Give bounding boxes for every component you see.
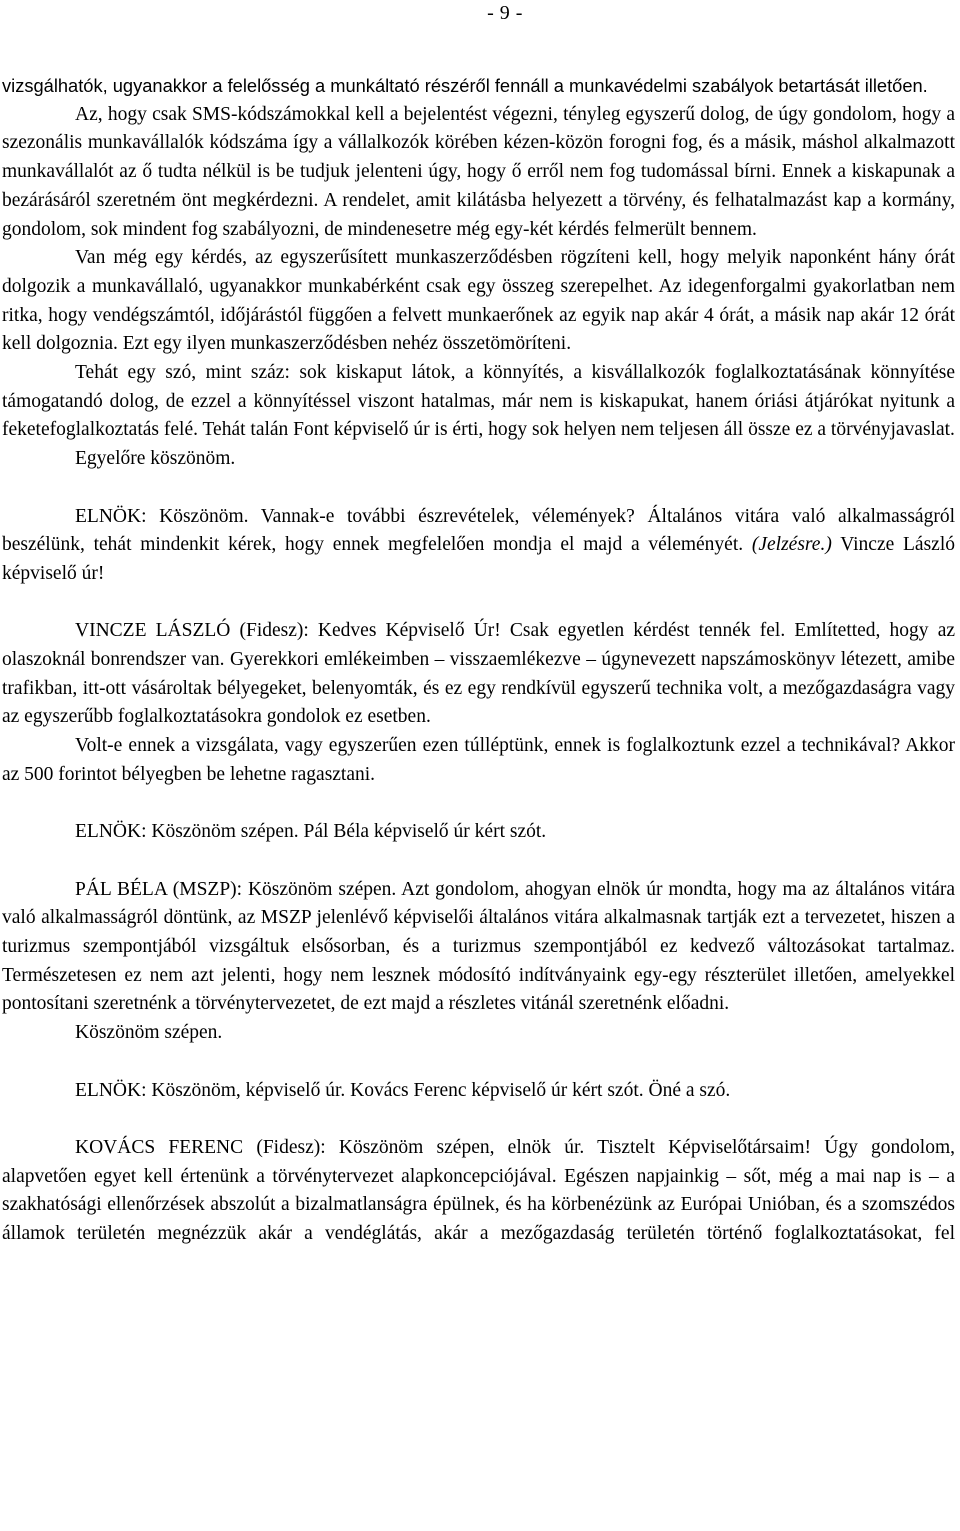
paragraph-8: Volt-e ennek a vizsgálata, vagy egyszerűen ezen túlléptünk, ennek is foglalkoztunk ezzel a technikával? Akkor az 500 forintot bélyegben be lehetne ragasztani.: [2, 735, 955, 785]
paragraph-9-elnok: ELNÖK: Köszönöm szépen. Pál Béla képviselő úr kért szót.: [75, 821, 547, 843]
stage-direction: (Jelzésre.): [751, 534, 832, 556]
paragraph-3: Van még egy kérdés, az egyszerűsített munkaszerződésben rögzíteni kell, hogy melyik naponként hány órát dolgozik a munkavállaló, ugyanakkor munkabérként csak egy összeg szerepelhet. Az idegenforgalmi gyakorlatban nem ritka, hogy vendégszámtól, időjárástól függően a felvett munkaerőnek az egyik nap akár 4 órát, a másik nap akár 12 órát kell dolgoznia. Ezt egy ilyen munkaszerződésben nehéz összetömöríteni.: [2, 247, 955, 355]
paragraph-6-text-after: Vincze László képviselő úr!: [2, 534, 955, 584]
paragraph-12-elnok: ELNÖK: Köszönöm, képviselő úr. Kovács Ferenc képviselő úr kért szót. Öné a szó.: [75, 1079, 731, 1101]
paragraph-2: Az, hogy csak SMS-kódszámokkal kell a bejelentést végezni, tényleg egyszerű dolog, de úgy gondolom, hogy a szezonális munkavállalók kódszáma így a vállalkozók körében kézen-közön forogni fog, és a másik, máshol alkalmazott munkavállalót az ő tudta nélkül is be tudjuk jelenteni úgy, hogy ő erről nem fog tudomással bírni. Ennek a kiskapunak a bezárásáról szeretném önt megkérdezni. A rendelet, amit kilátásba helyezett a törvény, és felhatalmazást kap a kormány, gondolom, sok mindent fog szabályozni, de mindenesetre még egy-két kérdés felmerült bennem.: [2, 103, 955, 240]
paragraph-4: Tehát egy szó, mint száz: sok kiskaput látok, a könnyítés, a kisvállalkozók foglalkoztatásának könnyítése támogatandó dolog, de ezzel a könnyítéssel viszont hatalmas, már nem is kiskapukat, hanem óriási átjárókat nyitunk a feketefoglalkoztatás felé. Tehát talán Font képviselő úr is érti, hogy sok helyen nem teljesen áll össze ez a törvényjavaslat.: [2, 362, 955, 441]
document-body: [2, 72, 955, 1249]
page-number: - 9 -: [487, 2, 523, 24]
paragraph-1: vizsgálhatók, ugyanakkor a felelősség a munkáltató részéről fennáll a munkavédelmi szabályok betartását illetően.: [2, 75, 928, 96]
paragraph-10-pal: PÁL BÉLA (MSZP): Köszönöm szépen. Azt gondolom, ahogyan elnök úr mondta, hogy ma az általános vitára való alkalmasságról döntünk, az MSZP jelenlévő képviselői általános vitára alkalmasnak tartják ezt a tervezetet, hiszen a turizmus szempontjából vizsgáltuk elsősorban, és a turizmus szempontjából ez kedvező változásokat tartalmaz. Természetesen ez nem azt jelenti, hogy nem lesznek módosító indítványaink egy-egy részterület illetően, amelyekkel pontosítani szeretnénk a törvénytervezetet, de ezt majd a részletes vitánál szeretnénk előadni.: [2, 878, 955, 1015]
paragraph-7-vincze: VINCZE LÁSZLÓ (Fidesz): Kedves Képviselő Úr! Csak egyetlen kérdést tennék fel. Említetted, hogy az olaszoknál bonrendszer van. Gyerekkori emlékeimben – visszaemlékezve – úgynevezett napszámoskönyv létezett, amibe trafikban, itt-ott vásároltak bélyegeket, belenyomták, és ez egy rendkívül egyszerű technika volt, a mezőgazdaságra vagy az egyszerűbb foglalkoztatásokra gondolok ez esetben.: [2, 620, 955, 728]
paragraph-5: Egyelőre köszönöm.: [75, 448, 236, 470]
paragraph-13-kovacs: KOVÁCS FERENC (Fidesz): Köszönöm szépen, elnök úr. Tisztelt Képviselőtársaim! Úgy gondolom, alapvetően egyet kell értenünk a törvénytervezet alapkoncepciójával. Egészen napjainkig – sőt, még a mai nap is – a szakhatósági ellenőrzések abszolút a bizalmatlanságra épülnek, és ha körbenézünk az Európai Unióban, és a szomszédos államok területén megnézzük akár a vendéglátás, akár a mezőgazdaság területén történő foglalkoztatásokat, fel: [2, 1136, 955, 1245]
paragraph-6-text-before: ELNÖK: Köszönöm. Vannak-e további észrevételek, vélemények? Általános vitára való alkalmasságról beszélünk, tehát mindenkit kérek, hogy ennek megfelelően mondja el majd a véleményét.: [2, 505, 955, 556]
paragraph-11: Köszönöm szépen.: [75, 1022, 223, 1044]
paragraph-6-elnok: [2, 503, 955, 589]
